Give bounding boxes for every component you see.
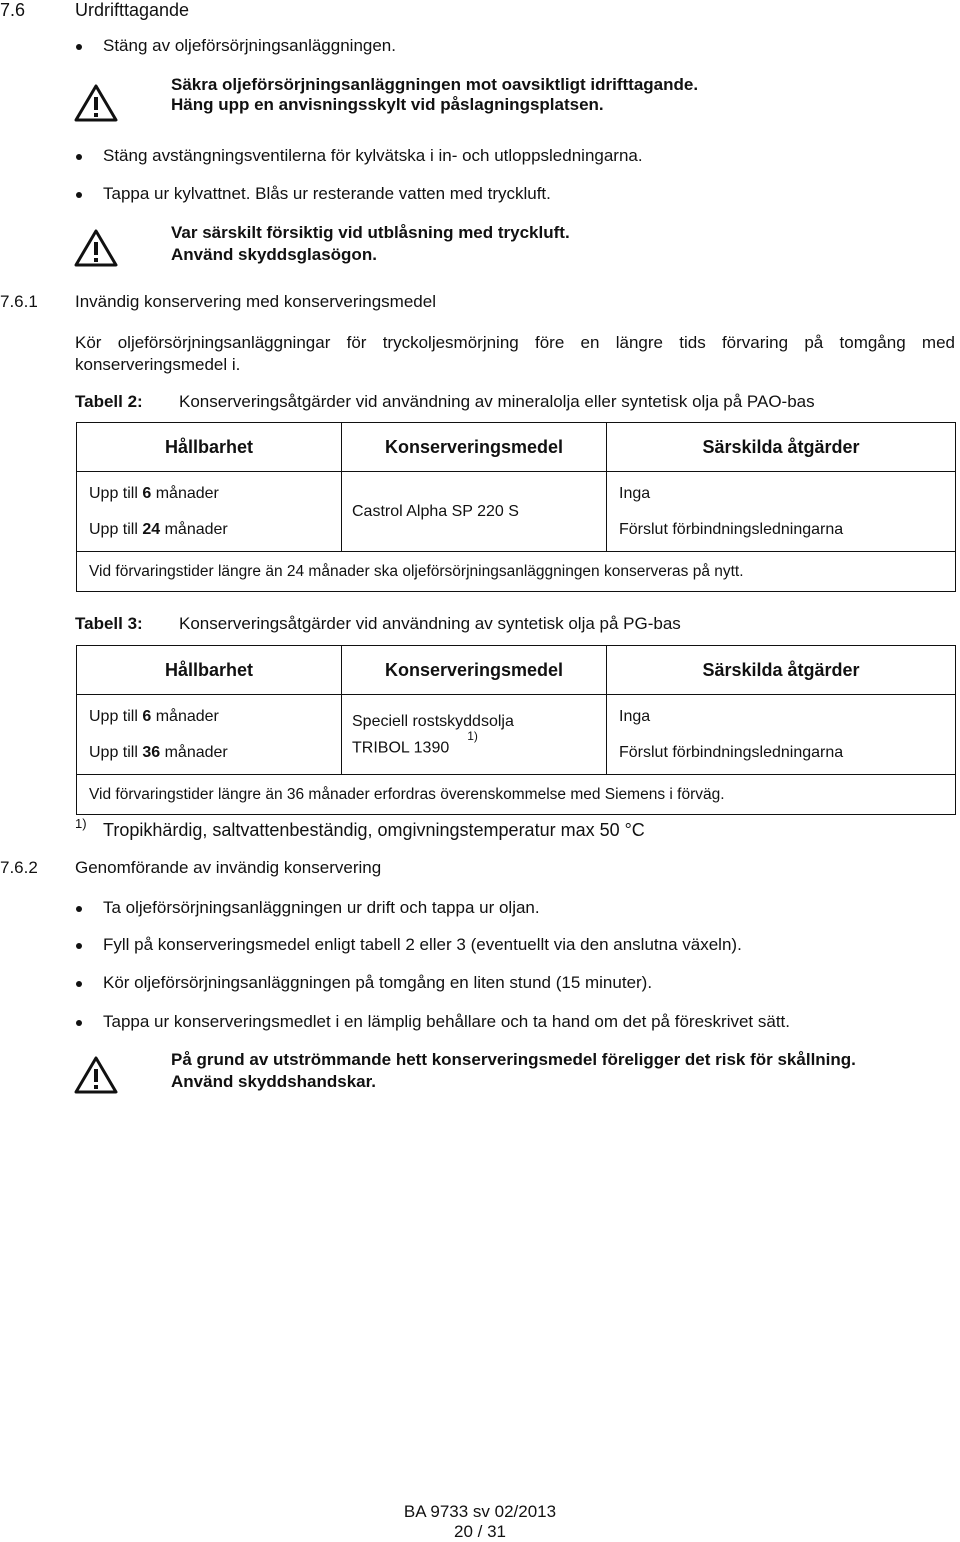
action-cell	[607, 695, 956, 775]
warning-icon	[74, 83, 118, 123]
agent-line: TRIBOL 1390	[352, 739, 450, 757]
bullet-dot	[76, 154, 82, 160]
warning-text: Var särskilt försiktig vid utblåsning med tryckluft.	[171, 223, 570, 242]
col-header: Särskilda åtgärder	[607, 423, 956, 472]
bullet-text: Tappa ur kylvattnet. Blås ur resterande vatten med tryckluft.	[103, 184, 551, 203]
action-seal: Förslut förbindningsledningarna	[619, 743, 844, 761]
action-none: Inga	[619, 484, 651, 502]
duration-36: Upp till 36 månader	[89, 743, 228, 761]
bullet-dot	[76, 981, 82, 987]
bullet-dot	[76, 192, 82, 198]
intro-paragraph: Kör oljeförsörjningsanläggningar för tryckoljesmörjning före en längre tids förvaring på tomgång med konserveringsmedel i.	[75, 333, 955, 374]
agent-cell	[342, 695, 607, 775]
section-title: Genomförande av invändig konservering	[75, 858, 382, 877]
col-header: Konserveringsmedel	[342, 423, 607, 472]
table-label: Tabell 2:	[75, 392, 143, 411]
table-note: Vid förvaringstider längre än 24 månader ska oljeförsörjningsanläggningen konserveras på nytt.	[77, 552, 956, 592]
bullet-dot	[76, 44, 82, 50]
section-number: 7.6.1	[0, 292, 38, 311]
table-caption: Konserveringsåtgärder vid användning av syntetisk olja på PG-bas	[179, 614, 681, 633]
footnote-mark: 1)	[75, 816, 87, 831]
bullet-text: Tappa ur konserveringsmedlet i en lämplig behållare och ta hand om det på föreskrivet sätt.	[103, 1012, 790, 1031]
warning-text: Använd skyddshandskar.	[171, 1072, 377, 1091]
section-number: 7.6.2	[0, 858, 38, 877]
footnote-text: Tropikhärdig, saltvattenbeständig, omgivningstemperatur max 50 °C	[103, 820, 645, 840]
duration-cell	[77, 472, 342, 552]
warning-text: På grund av utströmmande hett konserveringsmedel föreligger det risk för skållning.	[171, 1050, 856, 1069]
action-cell	[607, 472, 956, 552]
page-number: 20 / 31	[454, 1522, 506, 1541]
bullet-text: Kör oljeförsörjningsanläggningen på tomgång en liten stund (15 minuter).	[103, 973, 653, 992]
col-header: Hållbarhet	[77, 423, 342, 472]
bullet-dot	[76, 1020, 82, 1026]
warning-text: Säkra oljeförsörjningsanläggningen mot oavsiktligt idrifttagande.	[171, 75, 699, 94]
bullet-text: Stäng avstängningsventilerna för kylvätska i in- och utloppsledningarna.	[103, 146, 643, 165]
col-header: Särskilda åtgärder	[607, 646, 956, 695]
table-3	[76, 645, 956, 815]
action-none: Inga	[619, 707, 651, 725]
bullet-dot	[76, 943, 82, 949]
bullet-text: Stäng av oljeförsörjningsanläggningen.	[103, 36, 396, 55]
warning-icon	[74, 228, 118, 268]
col-header: Hållbarhet	[77, 646, 342, 695]
agent-line: Speciell rostskyddsolja	[352, 712, 514, 730]
table-note: Vid förvaringstider längre än 36 månader erfordras överenskommelse med Siemens i förväg.	[77, 775, 956, 815]
bullet-text: Ta oljeförsörjningsanläggningen ur drift och tappa ur oljan.	[103, 898, 540, 917]
duration-6: Upp till 6 månader	[89, 707, 219, 725]
table-label: Tabell 3:	[75, 614, 143, 633]
warning-text: Använd skyddsglasögon.	[171, 245, 377, 264]
action-seal: Förslut förbindningsledningarna	[619, 520, 844, 538]
footer-doc-id: BA 9733 sv 02/2013	[403, 1502, 557, 1521]
warning-icon	[74, 1055, 118, 1095]
bullet-dot	[76, 906, 82, 912]
duration-24: Upp till 24 månader	[89, 520, 228, 538]
duration-cell	[77, 695, 342, 775]
table-2	[76, 422, 956, 592]
section-title: Urdrifttagande	[75, 0, 190, 20]
bullet-text: Fyll på konserveringsmedel enligt tabell 2 eller 3 (eventuellt via den anslutna växeln).	[103, 935, 742, 954]
section-number: 7.6	[0, 0, 26, 20]
section-title: Invändig konservering med konserveringsmedel	[75, 292, 436, 311]
duration-6: Upp till 6 månader	[89, 484, 219, 502]
table-caption: Konserveringsåtgärder vid användning av mineralolja eller syntetisk olja på PAO-bas	[179, 392, 815, 411]
footnote-ref: 1)	[467, 728, 478, 743]
agent-cell: Castrol Alpha SP 220 S	[342, 472, 607, 552]
col-header: Konserveringsmedel	[342, 646, 607, 695]
warning-text: Häng upp en anvisningsskylt vid påslagningsplatsen.	[171, 95, 604, 114]
